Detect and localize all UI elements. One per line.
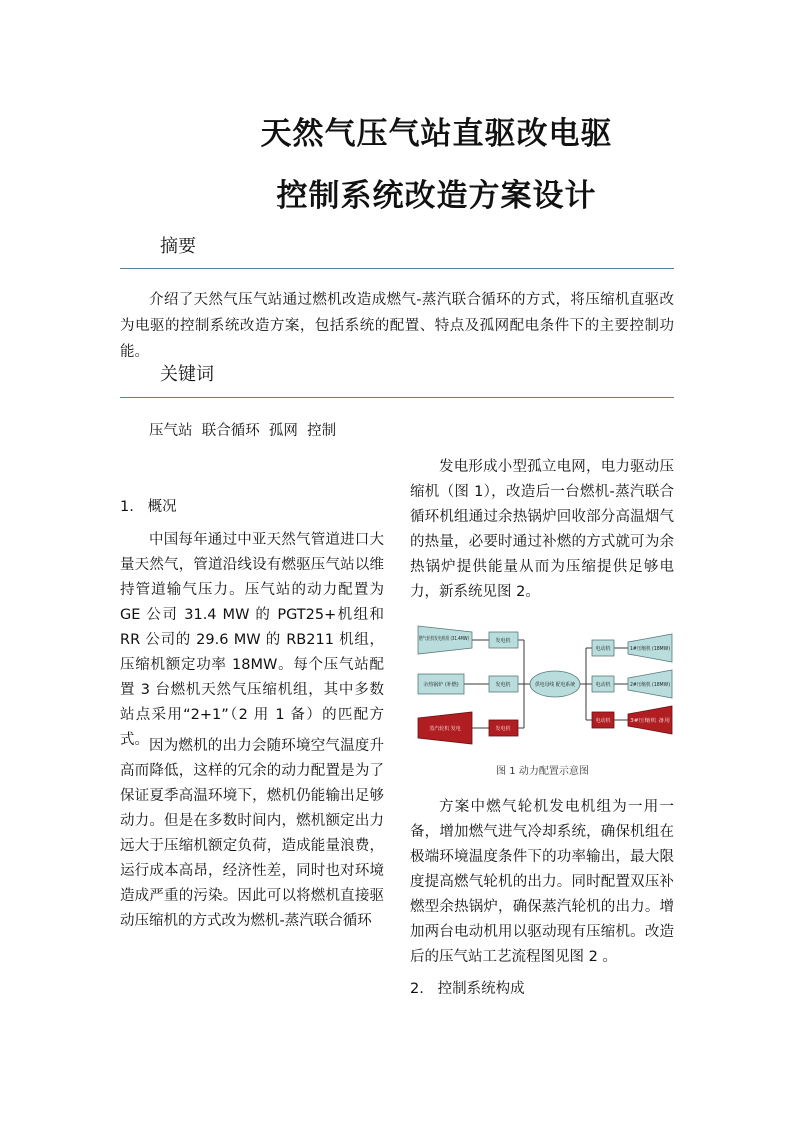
label-busbar: 供电母线 配电系统 xyxy=(535,682,577,688)
label-gas-turbine: 燃气轮机发电机组 (31.4MW) xyxy=(419,636,485,642)
label-generator-1: 发电机 xyxy=(495,638,511,644)
figure-caption: 图 1 动力配置示意图 xyxy=(496,766,589,777)
label-motor-3: 电动机 xyxy=(595,718,611,724)
right-paragraph2: 方案中燃气轮机发电机组为一用一备，增加燃气进气冷却系统，确保机组在极端环境温度条件下的功率输出，最大限度提高燃气轮机的出力。同时配置双压补燃型余热锅炉，确保蒸汽轮机的出力。增加两台电动机用以驱动现有压缩机。改造后的压气站工艺流程图见图 2 。 xyxy=(410,799,674,965)
abstract-text: 介绍了天然气压气站通过燃机改造成燃气-蒸汽联合循环的方式，将压缩机直驱改为电驱的控制系统改造方案，包括系统的配置、特点及孤网配电条件下的主要控制功能。 xyxy=(120,292,674,360)
label-motor-2: 电动机 xyxy=(595,682,611,688)
label-compressor-1: 1#压缩机 (18MW) xyxy=(630,646,674,652)
paper-title-line1: 天然气压气站直驱改电驱 xyxy=(260,116,613,152)
label-boiler: 余热锅炉 (补燃) xyxy=(423,682,459,688)
keywords-heading: 关键词 xyxy=(160,364,214,385)
abstract-heading: 摘要 xyxy=(160,236,196,257)
label-generator-3: 发电机 xyxy=(495,726,511,732)
section1-paragraph2: 因为燃机的出力会随环境空气温度升高而降低，这样的冗余的动力配置是为了保证夏季高温环境下，燃机仍能输出足够动力。但是在多数时间内，燃机额定出力远大于压缩机额定负荷，造成能量浪费，运行成本高昂，经济性差，同时也对环境造成严重的污染。因此可以将燃机直接驱动压缩机的方式改为燃机-蒸汽联合循环 xyxy=(120,738,384,929)
label-generator-2: 发电机 xyxy=(495,682,511,688)
label-compressor-3: 3#压缩机 备用 xyxy=(630,718,664,724)
abstract-rule xyxy=(120,268,674,269)
label-steam-turbine: 蒸汽轮机 发电 xyxy=(429,726,461,732)
power-configuration-figure xyxy=(414,622,676,750)
label-compressor-2: 2#压缩机 (18MW) xyxy=(630,682,674,688)
label-motor-1: 电动机 xyxy=(595,646,611,652)
keywords-text: 压气站 联合循环 孤网 控制 xyxy=(149,423,337,439)
section2-heading: 2. 控制系统构成 xyxy=(410,981,525,997)
section1-heading: 1. 概况 xyxy=(120,499,177,515)
right-paragraph1: 发电形成小型孤立电网，电力驱动压缩机（图 1），改造后一台燃机-蒸汽联合循环机组通过余热锅炉回收部分高温烟气的热量，必要时通过补燃的方式就可为余热锅炉提供能量从而为压缩提供足够电力，新系统见图 2。 xyxy=(410,459,674,600)
paper-title-line2: 控制系统改造方案设计 xyxy=(276,178,597,214)
keywords-rule xyxy=(120,397,674,398)
figure-diagram xyxy=(414,622,676,750)
section1-paragraph1: 中国每年通过中亚天然气管道进口大量天然气，管道沿线设有燃驱压气站以维持管道输气压力。压气站的动力配置为GE 公司 31.4 MW 的 PGT25+机组和 RR 公司的 29.6 MW 的 RB211 机组，压缩机额定功率 18MW。每个压气站配置 3 台燃机天然气压缩机组，其中多数站点采用“2+1”（2 用 1 备）的匹配方式。 xyxy=(120,532,384,748)
